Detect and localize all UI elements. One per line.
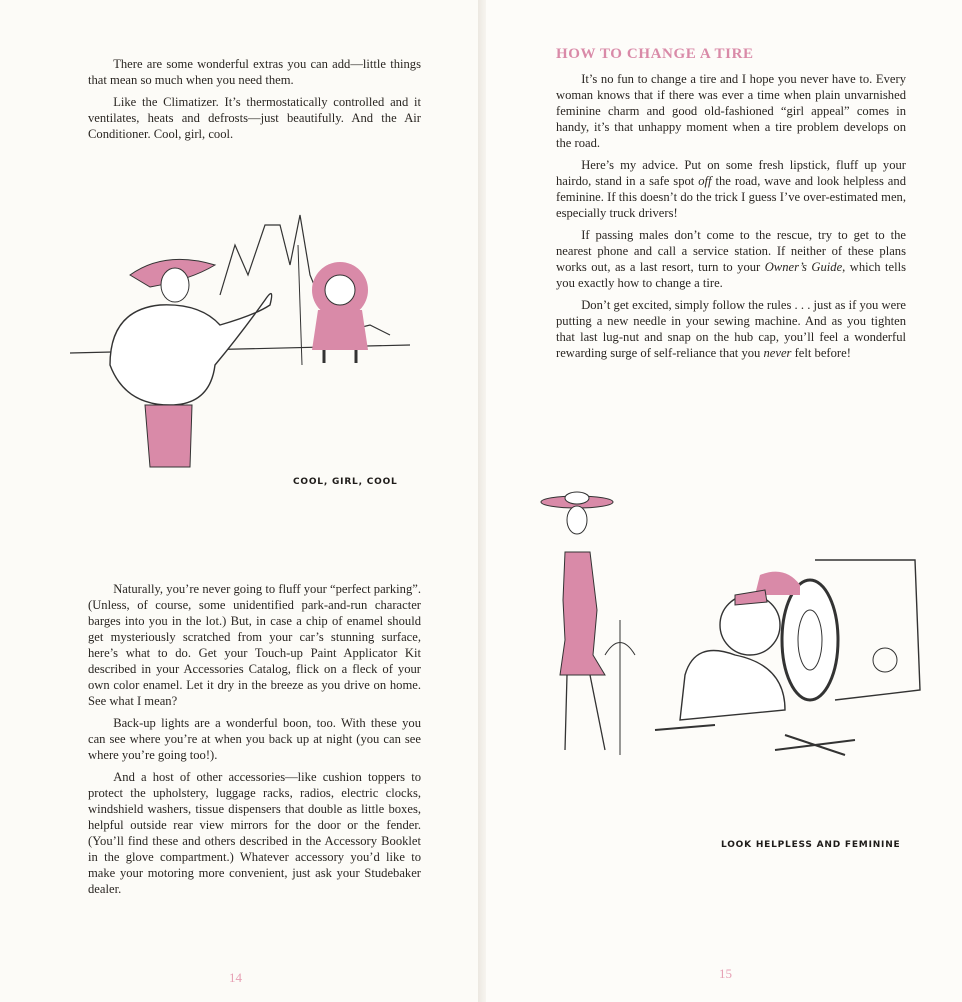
text-segment: If passing males don’t come to the rescue, try to get to the nearest phone and call a service station. If neither of these plans works out, as a last resort, turn to your (556, 228, 906, 274)
paragraph: It’s no fun to change a tire and I hope you never have to. Every woman knows that if there was ever a time when plain unvarnished feminine charm and good old-fashioned “girl appeal” comes in handy, it’s that unhappy moment when a tire problem develops on the road. (556, 72, 906, 150)
paragraph (556, 297, 906, 361)
illustration-caption: LOOK HELPLESS AND FEMININE (721, 840, 901, 850)
text-segment: felt before! (791, 346, 851, 360)
tire-change-illustration (535, 490, 925, 780)
text-segment: Here’s my advice. Put on some fresh lipstick, fluff up your hairdo, stand in a safe spot (556, 158, 906, 188)
text-segment: Don’t get excited, simply follow the rules . . . just as if you were putting a new needle in your sewing machine. And as you tighten that last lug-nut and snap on the hub cap, you’ll feel a wonderful rewarding surge of self-reliance that you (556, 298, 906, 360)
text-segment: the road, wave and look helpless and feminine. If this doesn’t do the trick I guess I’ve over-estimated men, especially truck drivers! (556, 174, 906, 220)
paragraph: There are some wonderful extras you can add—little things that mean so much when you need them. (88, 57, 421, 87)
paragraph (556, 227, 906, 291)
emphasis: off (698, 174, 712, 188)
paragraph (556, 157, 906, 221)
section-heading: HOW TO CHANGE A TIRE (556, 46, 754, 62)
cool-girl-illustration (70, 205, 430, 475)
emphasis: never (763, 346, 792, 360)
page-number: 14 (229, 970, 242, 985)
body-text (88, 581, 421, 903)
paragraph: And a host of other accessories—like cushion toppers to protect the upholstery, luggage racks, radios, electric clocks, windshield washers, tissue dispensers that double as little boxes, helpful outside rear view mirrors for the door or the fender. (You’ll find these and others described in the Accessory Booklet in the glove compartment.) Whatever accessory you’d like to make your motoring more convenient, just ask your Studebaker dealer. (88, 770, 421, 896)
text-segment: , which tells you exactly how to change a tire. (556, 260, 906, 290)
paragraph: Like the Climatizer. It’s thermostatically controlled and it ventilates, heats and defrosts—just beautifully. And the Air Conditioner. Cool, girl, cool. (88, 95, 421, 141)
intro-text (88, 56, 421, 148)
illustration-caption: COOL, GIRL, COOL (293, 477, 398, 487)
page-gutter (478, 0, 486, 1002)
page-number: 15 (719, 966, 732, 981)
paragraph: Naturally, you’re never going to fluff your “perfect parking”. (Unless, of course, some unidentified park-and-run character barges into you in the lot.) But, in case a chip of enamel should get mysteriously scratched from your car’s stunning surface, here’s what to do. Get your Touch-up Paint Applicator Kit described in your Accessories Catalog, flick on a fleck of your own color enamel. Let it dry in the breeze as you drive on home. See what I mean? (88, 582, 421, 708)
paragraph: Back-up lights are a wonderful boon, too. With these you can see where you’re at when you back up at night (you can see where you’re going too!). (88, 716, 421, 762)
emphasis: Owner’s Guide (764, 260, 843, 274)
tire-text (556, 71, 906, 367)
